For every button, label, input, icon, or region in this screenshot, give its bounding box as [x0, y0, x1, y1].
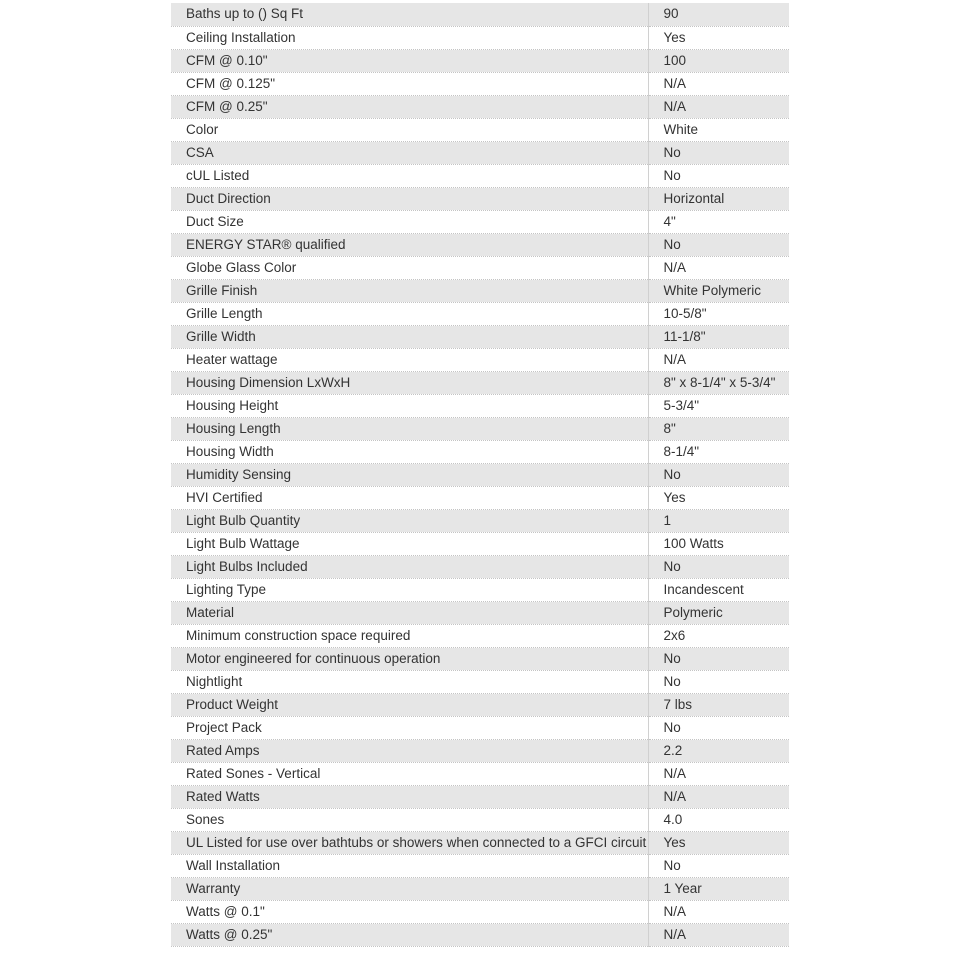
table-row — [171, 325, 789, 348]
spec-label: Grille Width — [171, 325, 648, 348]
spec-label: Sones — [171, 808, 648, 831]
table-row — [171, 210, 789, 233]
table-row — [171, 739, 789, 762]
spec-label: Rated Watts — [171, 785, 648, 808]
spec-value: Polymeric — [648, 601, 789, 624]
table-row — [171, 348, 789, 371]
table-row — [171, 555, 789, 578]
spec-value: 2.2 — [648, 739, 789, 762]
table-row — [171, 670, 789, 693]
spec-value: 8-1/4" — [648, 440, 789, 463]
spec-value: No — [648, 141, 789, 164]
spec-label: Rated Amps — [171, 739, 648, 762]
table-row — [171, 762, 789, 785]
spec-value: N/A — [648, 348, 789, 371]
spec-value: Incandescent — [648, 578, 789, 601]
spec-label: Housing Dimension LxWxH — [171, 371, 648, 394]
spec-label: Housing Length — [171, 417, 648, 440]
table-row — [171, 49, 789, 72]
table-row — [171, 785, 789, 808]
spec-value: 100 Watts — [648, 532, 789, 555]
spec-value: 1 Year — [648, 877, 789, 900]
spec-label: Ceiling Installation — [171, 26, 648, 49]
spec-label: Warranty — [171, 877, 648, 900]
spec-value: 100 — [648, 49, 789, 72]
spec-value: 4" — [648, 210, 789, 233]
spec-label: Heater wattage — [171, 348, 648, 371]
table-row — [171, 279, 789, 302]
spec-label: Globe Glass Color — [171, 256, 648, 279]
spec-label: ENERGY STAR® qualified — [171, 233, 648, 256]
spec-label: Watts @ 0.25" — [171, 923, 648, 946]
spec-value: White Polymeric — [648, 279, 789, 302]
spec-label: CFM @ 0.25" — [171, 95, 648, 118]
spec-label: Housing Height — [171, 394, 648, 417]
table-row — [171, 440, 789, 463]
table-row — [171, 302, 789, 325]
spec-label: Baths up to () Sq Ft — [171, 3, 648, 26]
spec-value: 1 — [648, 509, 789, 532]
table-row — [171, 118, 789, 141]
spec-value: No — [648, 463, 789, 486]
spec-label: Nightlight — [171, 670, 648, 693]
table-row — [171, 578, 789, 601]
spec-label: CFM @ 0.10" — [171, 49, 648, 72]
spec-label: Light Bulb Quantity — [171, 509, 648, 532]
spec-label: Grille Length — [171, 302, 648, 325]
spec-label: Material — [171, 601, 648, 624]
table-row — [171, 187, 789, 210]
table-row — [171, 601, 789, 624]
spec-label: Project Pack — [171, 716, 648, 739]
spec-value: No — [648, 647, 789, 670]
spec-label: Light Bulbs Included — [171, 555, 648, 578]
table-row — [171, 831, 789, 854]
spec-label: CSA — [171, 141, 648, 164]
spec-label: cUL Listed — [171, 164, 648, 187]
spec-value: N/A — [648, 95, 789, 118]
spec-label: UL Listed for use over bathtubs or showers when connected to a GFCI circuit — [171, 831, 648, 854]
table-row — [171, 900, 789, 923]
table-row — [171, 233, 789, 256]
spec-value: 8" x 8-1/4" x 5-3/4" — [648, 371, 789, 394]
spec-value: 90 — [648, 3, 789, 26]
specifications-table-body — [171, 3, 789, 946]
spec-value: N/A — [648, 923, 789, 946]
spec-value: 8" — [648, 417, 789, 440]
table-row — [171, 256, 789, 279]
spec-label: Lighting Type — [171, 578, 648, 601]
table-row — [171, 463, 789, 486]
spec-label: Light Bulb Wattage — [171, 532, 648, 555]
table-row — [171, 808, 789, 831]
table-row — [171, 647, 789, 670]
spec-value: 2x6 — [648, 624, 789, 647]
specifications-table — [171, 3, 789, 947]
spec-value: No — [648, 233, 789, 256]
spec-value: 10-5/8" — [648, 302, 789, 325]
table-row — [171, 3, 789, 26]
spec-value: Horizontal — [648, 187, 789, 210]
spec-value: No — [648, 854, 789, 877]
spec-value: 7 lbs — [648, 693, 789, 716]
spec-value: No — [648, 670, 789, 693]
spec-value: 4.0 — [648, 808, 789, 831]
table-row — [171, 532, 789, 555]
spec-label: Wall Installation — [171, 854, 648, 877]
table-row — [171, 716, 789, 739]
table-row — [171, 877, 789, 900]
table-row — [171, 509, 789, 532]
spec-label: Watts @ 0.1" — [171, 900, 648, 923]
spec-value: Yes — [648, 486, 789, 509]
spec-value: White — [648, 118, 789, 141]
spec-value: N/A — [648, 900, 789, 923]
spec-value: 5-3/4" — [648, 394, 789, 417]
table-row — [171, 95, 789, 118]
table-row — [171, 371, 789, 394]
spec-value: 11-1/8" — [648, 325, 789, 348]
table-row — [171, 394, 789, 417]
spec-label: HVI Certified — [171, 486, 648, 509]
spec-label: Humidity Sensing — [171, 463, 648, 486]
table-row — [171, 693, 789, 716]
table-row — [171, 164, 789, 187]
spec-label: Product Weight — [171, 693, 648, 716]
spec-label: Duct Size — [171, 210, 648, 233]
table-row — [171, 141, 789, 164]
spec-value: N/A — [648, 785, 789, 808]
table-row — [171, 26, 789, 49]
spec-value: No — [648, 555, 789, 578]
spec-label: Minimum construction space required — [171, 624, 648, 647]
table-row — [171, 486, 789, 509]
spec-value: N/A — [648, 256, 789, 279]
spec-value: Yes — [648, 26, 789, 49]
spec-label: Color — [171, 118, 648, 141]
table-row — [171, 854, 789, 877]
spec-label: Housing Width — [171, 440, 648, 463]
spec-value: N/A — [648, 762, 789, 785]
spec-label: Duct Direction — [171, 187, 648, 210]
spec-value: No — [648, 164, 789, 187]
spec-value: N/A — [648, 72, 789, 95]
table-row — [171, 923, 789, 946]
table-row — [171, 624, 789, 647]
spec-value: Yes — [648, 831, 789, 854]
spec-label: CFM @ 0.125" — [171, 72, 648, 95]
spec-value: No — [648, 716, 789, 739]
table-row — [171, 417, 789, 440]
spec-label: Grille Finish — [171, 279, 648, 302]
spec-label: Motor engineered for continuous operation — [171, 647, 648, 670]
table-row — [171, 72, 789, 95]
spec-label: Rated Sones - Vertical — [171, 762, 648, 785]
